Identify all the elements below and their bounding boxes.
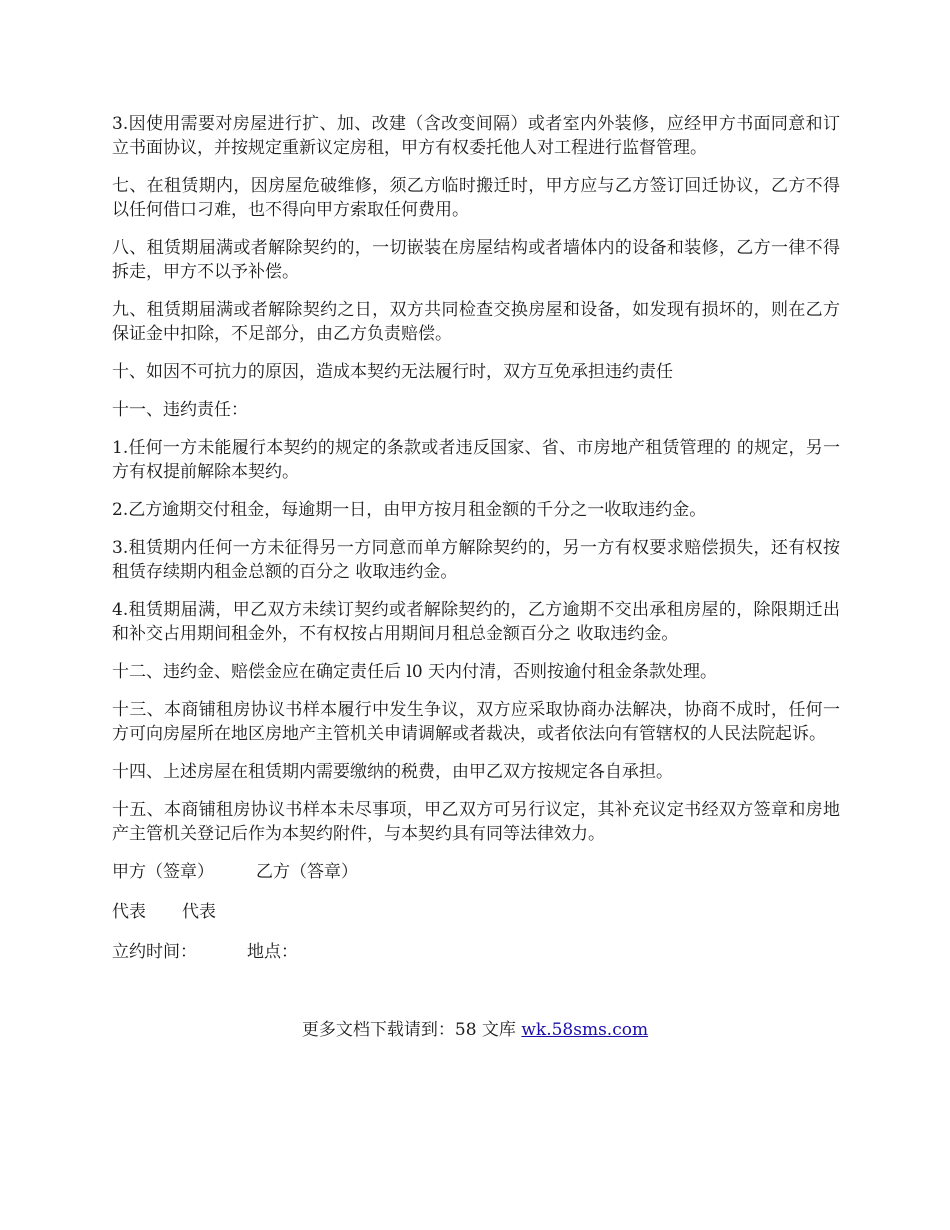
clause-8: 八、租赁期届满或者解除契约的，一切嵌装在房屋结构或者墙体内的设备和装修，乙方一律不得拆走，甲方不以予补偿。 xyxy=(112,238,840,282)
clause-9: 九、租赁期届满或者解除契约之日，双方共同检查交换房屋和设备，如发现有损坏的，则在乙方保证金中扣除，不足部分，由乙方负责赔偿。 xyxy=(112,300,840,344)
contract-date-label: 立约时间： xyxy=(112,942,197,962)
date-place-row xyxy=(112,940,840,964)
clause-11-heading: 十一、违约责任： xyxy=(112,400,248,420)
party-a-signature-label: 甲方（签章） xyxy=(112,862,214,882)
signature-row xyxy=(112,860,840,884)
footer-text: 更多文档下载请到：58 文库 xyxy=(301,1020,522,1040)
representative-row xyxy=(112,900,840,924)
clause-12: 十二、违约金、赔偿金应在确定责任后 l0 天内付清，否则按逾付租金条款处理。 xyxy=(112,662,718,682)
footer-link[interactable]: wk.58sms.com xyxy=(521,1020,649,1040)
clause-item-3: 3.因使用需要对房屋进行扩、加、改建（含改变间隔）或者室内外装修，应经甲方书面同意和订立书面协议，并按规定重新议定房租，甲方有权委托他人对工程进行监督管理。 xyxy=(112,114,840,158)
clause-10: 十、如因不可抗力的原因，造成本契约无法履行时，双方互免承担违约责任 xyxy=(112,362,673,382)
clause-15: 十五、本商铺租房协议书样本未尽事项，甲乙双方可另行议定，其补充议定书经双方签章和房地产主管机关登记后作为本契约附件，与本契约具有同等法律效力。 xyxy=(112,800,840,844)
clause-14: 十四、上述房屋在租赁期内需要缴纳的税费，由甲乙双方按规定各自承担。 xyxy=(112,762,673,782)
contract-place-label: 地点： xyxy=(247,942,298,962)
party-b-signature-label: 乙方（答章） xyxy=(256,862,358,882)
document-body xyxy=(112,112,840,980)
download-footer xyxy=(0,1018,950,1042)
clause-13: 十三、本商铺租房协议书样本履行中发生争议，双方应采取协商办法解决，协商不成时，任何一方可向房屋所在地区房地产主管机关申请调解或者裁决，或者依法向有管辖权的人民法院起诉。 xyxy=(112,700,840,744)
clause-7: 七、在租赁期内，因房屋危破维修，须乙方临时搬迁时，甲方应与乙方签订回迁协议，乙方不得以任何借口刁难，也不得向甲方索取任何费用。 xyxy=(112,176,840,220)
representative-b-label: 代表 xyxy=(182,902,216,922)
clause-11-item-4: 4.租赁期届满，甲乙双方未续订契约或者解除契约的，乙方逾期不交出承租房屋的，除限期迁出和补交占用期间租金外，不有权按占用期间月租总金额百分之 收取违约金。 xyxy=(112,600,840,644)
clause-11-item-2: 2.乙方逾期交付租金，每逾期一日，由甲方按月租金额的千分之一收取违约金。 xyxy=(112,500,707,520)
clause-11-item-1: 1.任何一方未能履行本契约的规定的条款或者违反国家、省、市房地产租赁管理的 的规定，另一方有权提前解除本契约。 xyxy=(112,438,840,482)
clause-11-item-3: 3.租赁期内任何一方未征得另一方同意而单方解除契约的，另一方有权要求赔偿损失，还有权按租赁存续期内租金总额的百分之 收取违约金。 xyxy=(112,538,840,582)
representative-a-label: 代表 xyxy=(112,902,146,922)
